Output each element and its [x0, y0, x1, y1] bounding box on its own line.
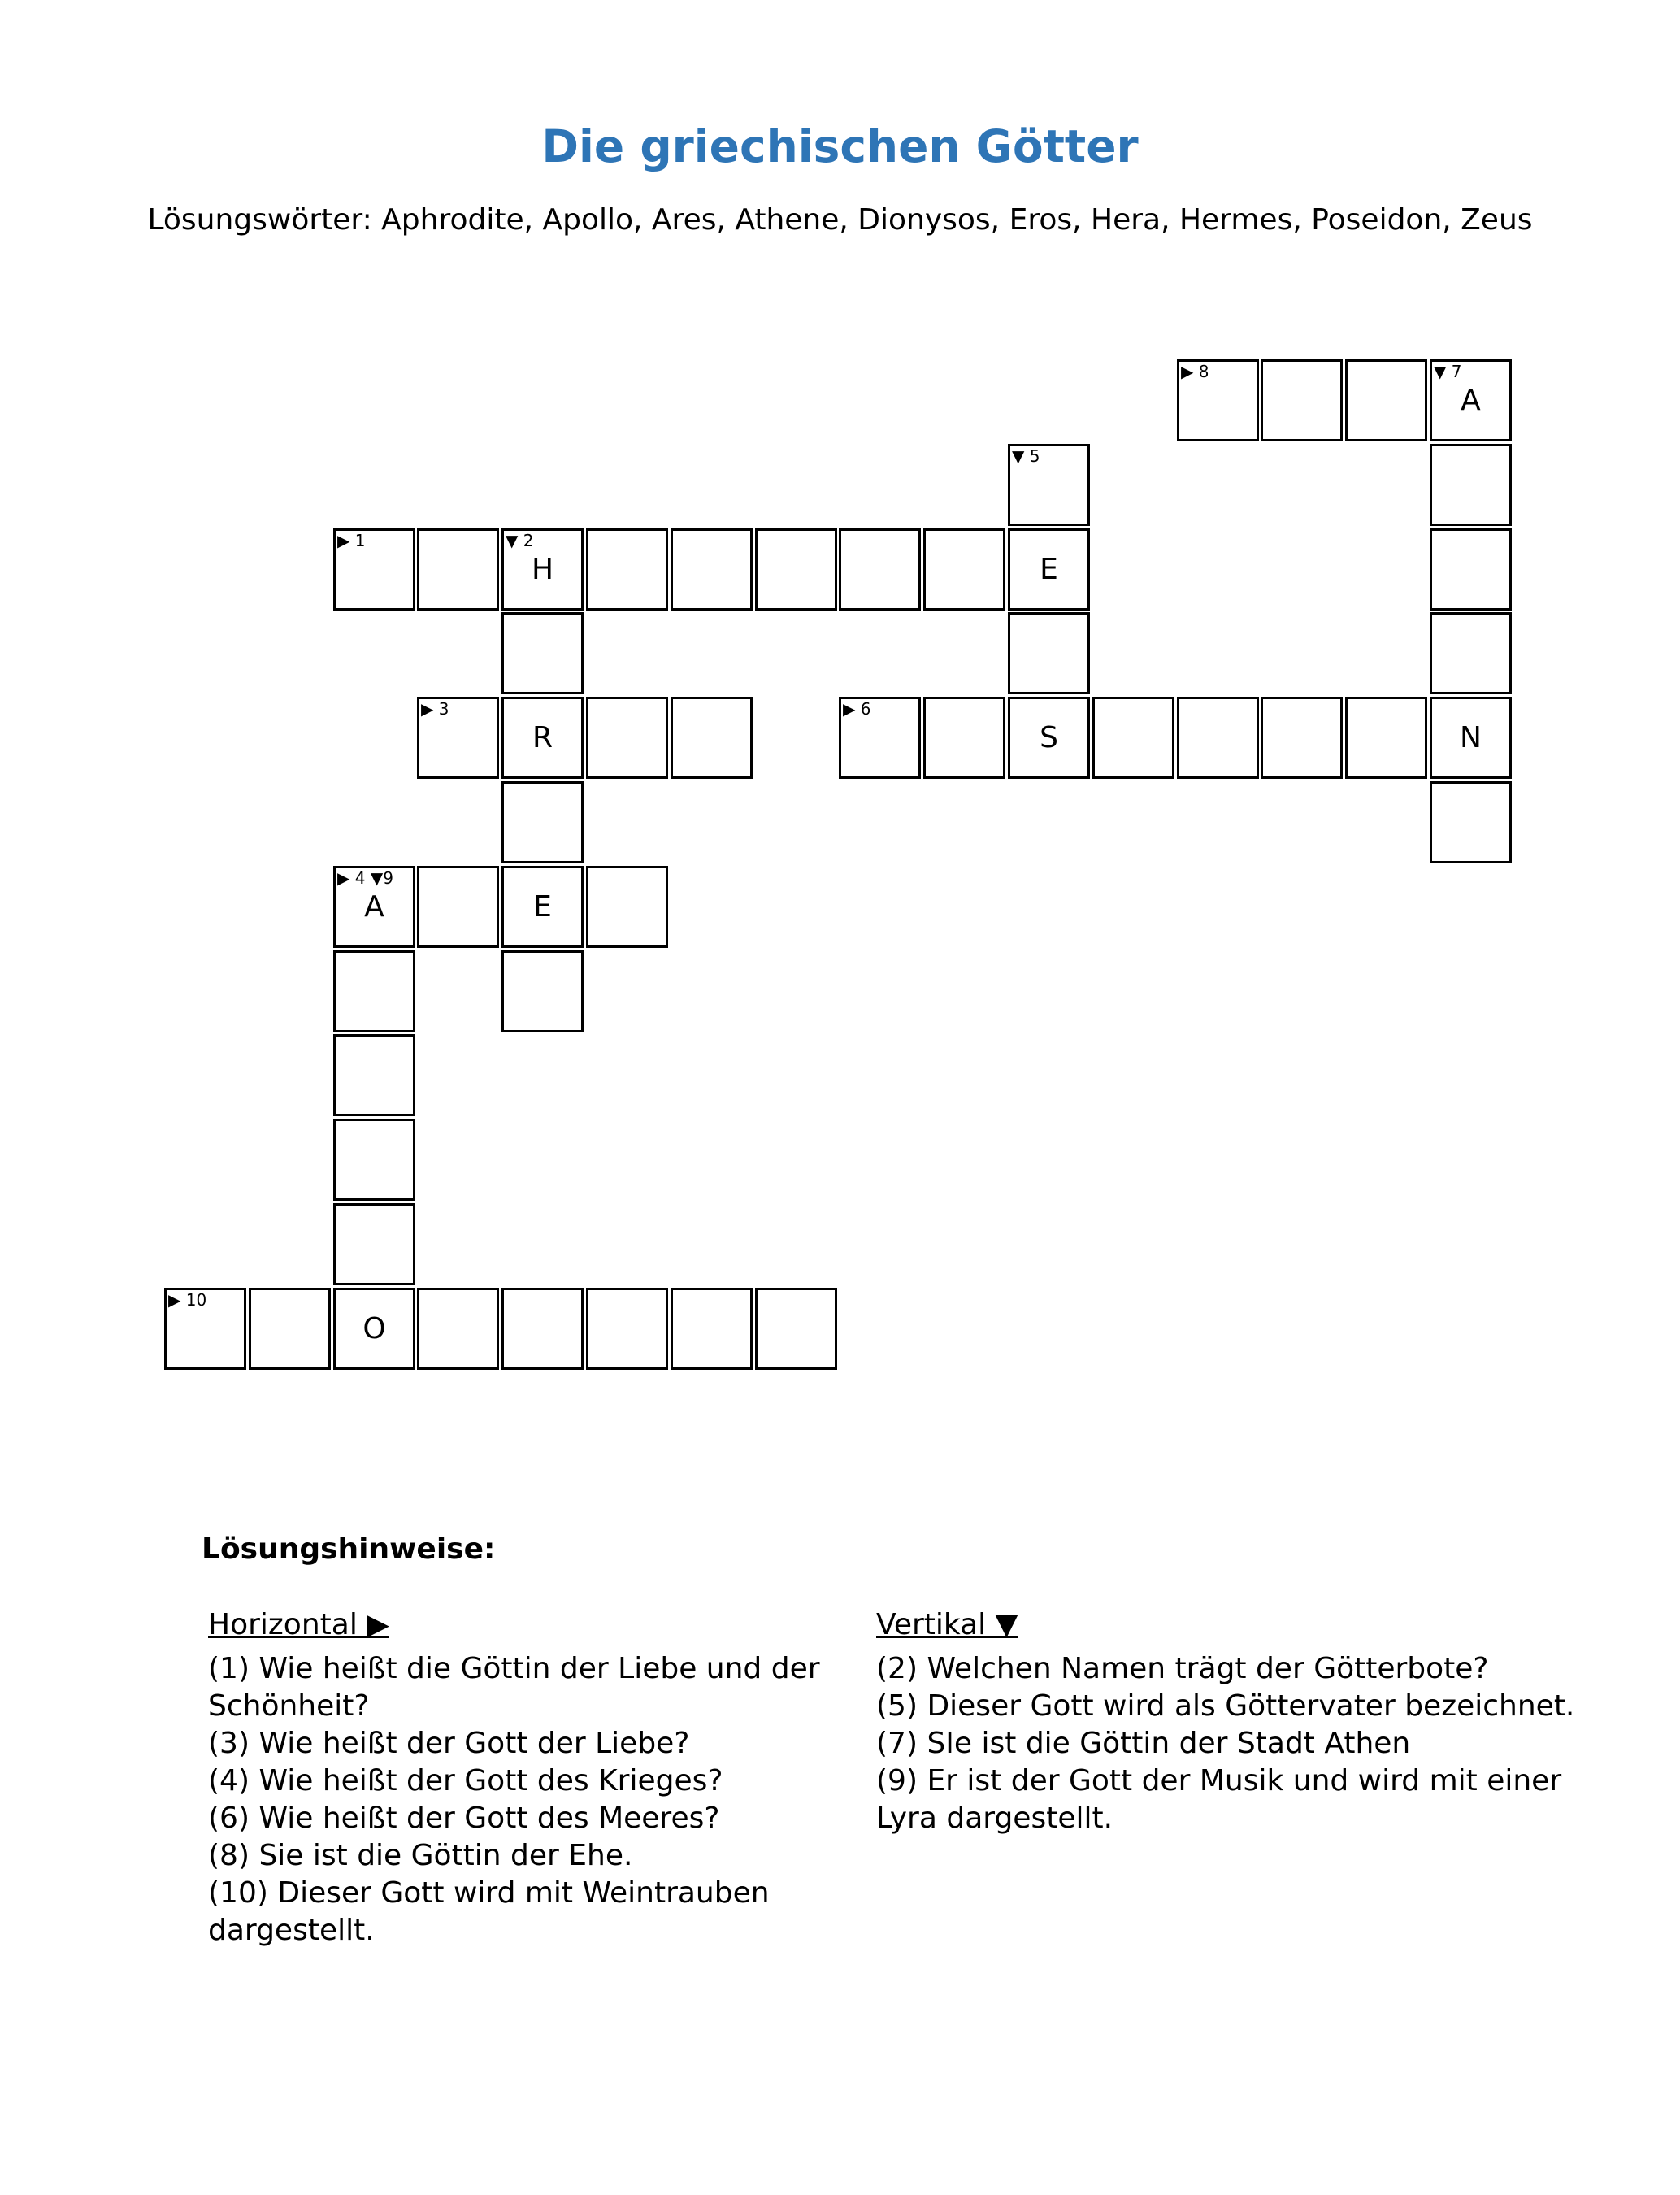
clue-number: ▶ 1: [337, 531, 366, 550]
grid-cell[interactable]: [249, 1288, 331, 1370]
grid-cell[interactable]: [586, 528, 668, 611]
grid-cell[interactable]: [1430, 528, 1512, 611]
grid-cell[interactable]: [1430, 781, 1512, 863]
grid-cell[interactable]: [501, 1288, 584, 1370]
grid-cell[interactable]: [417, 697, 499, 779]
cell-letter: A: [1461, 384, 1481, 417]
cell-letter: S: [1040, 721, 1058, 754]
grid-cell[interactable]: [501, 697, 584, 779]
grid-cell[interactable]: [417, 528, 499, 611]
grid-cell[interactable]: [333, 1288, 415, 1370]
grid-cell[interactable]: [755, 1288, 837, 1370]
clue-1: (1) Wie heißt die Göttin der Liebe und der Schönheit?: [208, 1652, 820, 1723]
clue-5: (5) Dieser Gott wird als Göttervater bezeichnet.: [876, 1689, 1575, 1723]
grid-cell[interactable]: [671, 697, 753, 779]
clue-10: (10) Dieser Gott wird mit Weintrauben dargestellt.: [208, 1876, 770, 1947]
clue-number: ▼ 2: [506, 531, 534, 550]
clue-number: ▶ 4 ▼9: [337, 868, 393, 888]
grid-cell[interactable]: [417, 1288, 499, 1370]
cell-letter: A: [364, 890, 384, 924]
grid-cell[interactable]: [1008, 612, 1090, 694]
clue-8: (8) Sie ist die Göttin der Ehe.: [208, 1839, 633, 1872]
cell-letter: O: [362, 1312, 386, 1345]
grid-cell[interactable]: [1430, 444, 1512, 526]
clue-number: ▶ 10: [168, 1290, 207, 1310]
clue-2: (2) Welchen Namen trägt der Götterbote?: [876, 1652, 1489, 1685]
vertical-heading: Vertikal ▼: [876, 1608, 1018, 1641]
clue-number: ▶ 8: [1181, 362, 1209, 381]
grid-cell[interactable]: [1008, 528, 1090, 611]
grid-cell[interactable]: [1261, 697, 1343, 779]
clue-4: (4) Wie heißt der Gott des Krieges?: [208, 1764, 723, 1797]
horizontal-heading: Horizontal ▶: [208, 1608, 389, 1641]
grid-cell[interactable]: [923, 697, 1005, 779]
clue-number: ▼ 7: [1434, 362, 1462, 381]
cell-letter: H: [531, 553, 554, 586]
grid-cell[interactable]: [1430, 359, 1512, 441]
grid-cell[interactable]: [1430, 612, 1512, 694]
grid-cell[interactable]: [501, 866, 584, 948]
grid-cell[interactable]: [501, 781, 584, 863]
grid-cell[interactable]: [501, 612, 584, 694]
clue-6: (6) Wie heißt der Gott des Meeres?: [208, 1802, 720, 1835]
grid-cell[interactable]: [1345, 359, 1427, 441]
grid-cell[interactable]: [1008, 444, 1090, 526]
vertical-clues: [876, 1606, 1575, 1837]
cell-letter: E: [1040, 553, 1058, 586]
clue-9: (9) Er ist der Gott der Musik und wird mit einer Lyra dargestellt.: [876, 1764, 1562, 1835]
clue-3: (3) Wie heißt der Gott der Liebe?: [208, 1727, 690, 1760]
grid-cell[interactable]: [586, 1288, 668, 1370]
solution-words: Lösungswörter: Aphrodite, Apollo, Ares, Athene, Dionysos, Eros, Hera, Hermes, Poseidon, Zeus: [147, 203, 1533, 237]
grid-cell[interactable]: [333, 950, 415, 1032]
grid-cell[interactable]: [1345, 697, 1427, 779]
grid-cell[interactable]: [333, 1034, 415, 1116]
grid-cell[interactable]: [417, 866, 499, 948]
grid-cell[interactable]: [1177, 697, 1259, 779]
grid-cell[interactable]: [333, 1119, 415, 1201]
hints-title: Lösungshinweise:: [202, 1532, 496, 1566]
grid-cell[interactable]: [923, 528, 1005, 611]
clue-number: ▶ 3: [421, 699, 449, 719]
grid-cell[interactable]: [671, 1288, 753, 1370]
clue-number: ▼ 5: [1012, 446, 1040, 466]
grid-cell[interactable]: [586, 866, 668, 948]
page-title: Die griechischen Götter: [541, 120, 1139, 172]
grid-cell[interactable]: [671, 528, 753, 611]
grid-cell[interactable]: [164, 1288, 246, 1370]
grid-cell[interactable]: [1261, 359, 1343, 441]
grid-cell[interactable]: [501, 950, 584, 1032]
grid-cell[interactable]: [333, 866, 415, 948]
cell-letter: N: [1460, 721, 1482, 754]
grid-cell[interactable]: [333, 1203, 415, 1285]
cell-letter: E: [533, 890, 552, 924]
grid-cell[interactable]: [501, 528, 584, 611]
grid-cell[interactable]: [1430, 697, 1512, 779]
grid-cell[interactable]: [1008, 697, 1090, 779]
grid-cell[interactable]: [839, 528, 921, 611]
grid-cell[interactable]: [1092, 697, 1174, 779]
grid-cell[interactable]: [755, 528, 837, 611]
clue-7: (7) SIe ist die Göttin der Stadt Athen: [876, 1727, 1411, 1760]
grid-cell[interactable]: [839, 697, 921, 779]
grid-cell[interactable]: [333, 528, 415, 611]
horizontal-clues: [208, 1606, 826, 1949]
grid-cell[interactable]: [586, 697, 668, 779]
grid-cell[interactable]: [1177, 359, 1259, 441]
cell-letter: R: [532, 721, 553, 754]
clue-number: ▶ 6: [843, 699, 871, 719]
